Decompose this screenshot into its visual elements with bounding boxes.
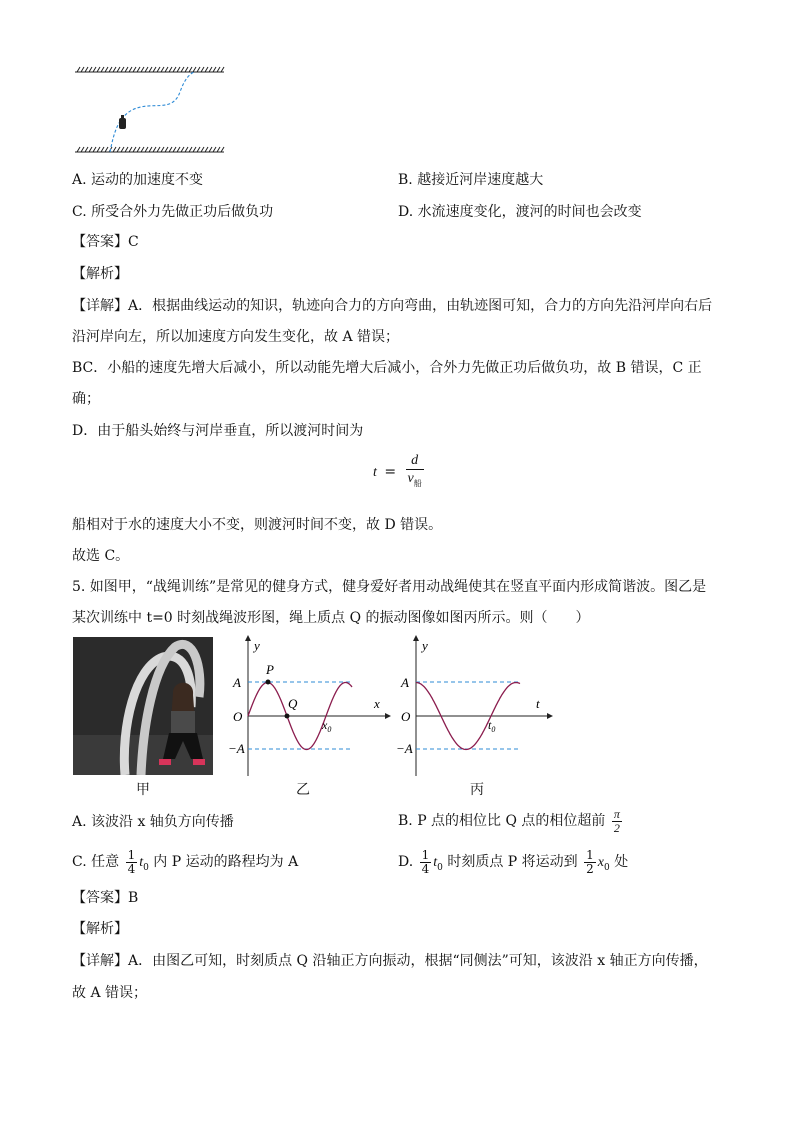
- pi-over-2: $\frac{\pi}{2}$: [613, 806, 620, 835]
- answer-value: C: [128, 234, 139, 250]
- q5-option-c: C. 任意 $\frac{1}{4}$ $t_0$ 内 P 运动的路程均为 A: [72, 847, 299, 876]
- top-bank: [75, 67, 224, 72]
- quarter-fraction: $\frac{1}{4}$: [421, 847, 430, 876]
- t0-label: $t_0$: [488, 718, 496, 734]
- graph-yi-waveform: [228, 632, 394, 782]
- boat-icon: [119, 115, 126, 129]
- x-label: x: [374, 696, 380, 711]
- q4-option-b: B. 越接近河岸速度越大: [398, 172, 544, 188]
- quarter-fraction: $\frac{1}{4}$: [127, 847, 136, 876]
- formula-fraction: $\frac{d}{v_船}$: [407, 453, 422, 488]
- origin-label: O: [233, 709, 243, 724]
- q5-option-d: D. $\frac{1}{4}$ $t_0$ 时刻质点 P 将运动到 $\frac{1}{2}$ $x_0$ 处: [398, 847, 629, 876]
- t-label: t: [536, 696, 540, 711]
- q4-detail-line6: 船相对于水的速度大小不变，则渡河时间不变，故 D 错误。: [72, 517, 443, 533]
- crossing-time-formula: t = $\frac{d}{v_船}$: [373, 452, 426, 492]
- q4-option-a: A. 运动的加速度不变: [72, 172, 204, 188]
- q5-option-b: B. P 点的相位比 Q 点的相位超前 $\frac{\pi}{2}$: [398, 806, 620, 835]
- neg-amp-label: −A: [228, 741, 245, 756]
- river-figure: [72, 62, 232, 162]
- q4-answer: [72, 232, 139, 252]
- caption-bing: 丙: [470, 782, 484, 798]
- x0-label: $x_0$: [322, 718, 332, 734]
- amp-label: A: [401, 675, 409, 690]
- half-fraction: $\frac{1}{2}$: [586, 847, 594, 876]
- q4-option-c: C. 所受合外力先做正功后做负功: [72, 204, 274, 220]
- answer-value: B: [128, 890, 139, 906]
- q5-analysis-label: 【解析】: [72, 921, 128, 937]
- q-label: Q: [288, 696, 298, 711]
- q5-answer: [72, 888, 138, 908]
- q4-conclusion: 故选 C。: [72, 548, 130, 564]
- graph-bing-oscillation: [394, 632, 560, 782]
- bottom-bank: [75, 147, 224, 152]
- q5-stem-line2: 某次训练中 t=0 时刻战绳波形图，绳上质点 Q 的振动图像如图丙所示。则（ ）: [72, 610, 590, 626]
- answer-label: 【答案】: [72, 890, 128, 906]
- q4-detail-line3: BC．小船的速度先增大后减小，所以动能先增大后减小，合外力先做正功后做负功，故 B 错误，C 正: [72, 360, 702, 376]
- q4-detail-line4: 确；: [72, 391, 100, 407]
- neg-amp-label: −A: [396, 741, 413, 756]
- q5-stem-line1: 5. 如图甲，“战绳训练”是常见的健身方式，健身爱好者用动战绳使其在竖直平面内形成简谐波。图乙是: [72, 579, 707, 595]
- q4-option-d: D. 水流速度变化，渡河的时间也会改变: [398, 204, 642, 220]
- origin-label: O: [401, 709, 411, 724]
- caption-yi: 乙: [296, 782, 310, 798]
- battle-rope-photo: [73, 637, 213, 775]
- q4-detail-line5: D．由于船头始终与河岸垂直，所以渡河时间为: [72, 423, 364, 439]
- q4-analysis-label: 【解析】: [72, 266, 128, 282]
- answer-label: 【答案】: [72, 234, 128, 250]
- point-q: [285, 714, 290, 719]
- y-label: y: [422, 638, 428, 653]
- q4-detail-line1: 【详解】A．根据曲线运动的知识，轨迹向合力的方向弯曲，由轨迹图可知，合力的方向先沿河岸向右后: [72, 298, 713, 314]
- y-label: y: [254, 638, 260, 653]
- point-p: [266, 680, 271, 685]
- boat-trajectory: [110, 72, 194, 152]
- q4-detail-line2: 沿河岸向左，所以加速度方向发生变化，故 A 错误；: [72, 329, 400, 345]
- p-label: P: [266, 662, 274, 677]
- q5-detail-line2: 故 A 错误；: [72, 985, 148, 1001]
- amp-label: A: [233, 675, 241, 690]
- caption-jia: 甲: [136, 782, 150, 798]
- q5-option-a: A. 该波沿 x 轴负方向传播: [72, 814, 234, 830]
- q5-detail-line1: 【详解】A．由图乙可知，时刻质点 Q 沿轴正方向振动，根据“同侧法”可知，该波沿 x 轴正方向传播，: [72, 953, 708, 969]
